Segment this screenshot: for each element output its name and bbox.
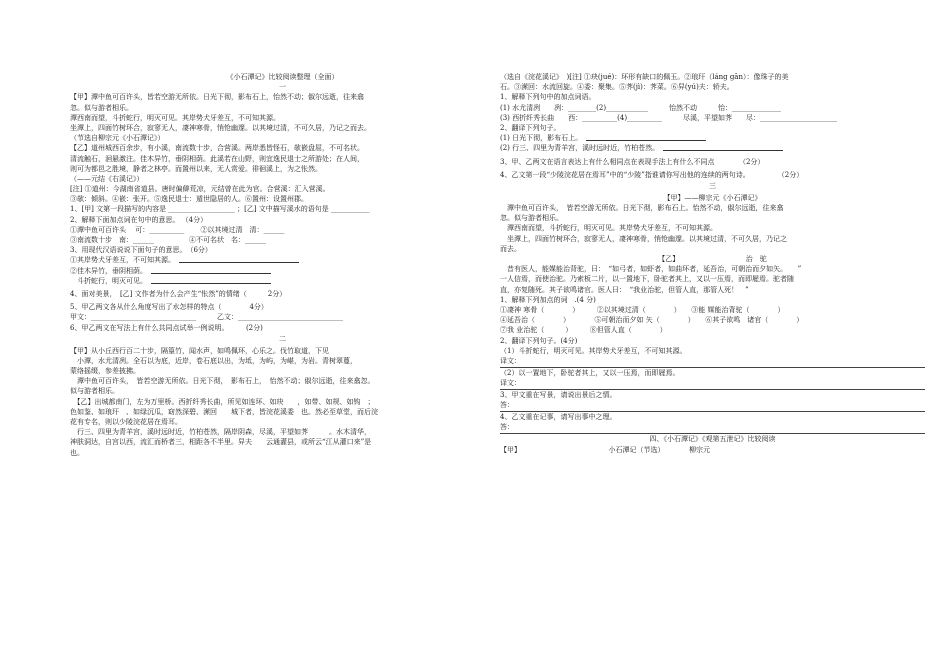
left-text-line: 忽。似与游者相乐。: [70, 103, 133, 112]
left-text-line: 蒙络摇缀，参差披拂。: [70, 367, 140, 376]
left-text-line: 4、面对美景， [乙] 文作者为什么会产生“怅然”的情绪（ 2分）: [70, 289, 287, 298]
left-text-line: 似与游者相乐。: [70, 387, 119, 396]
right-text-line: (2) 行三、四里为青羊宫，溪时远时近，竹柏苍然。: [500, 143, 925, 153]
left-text-line: 3、用现代汉语说说下面句子的意思。 （6分）: [70, 246, 212, 255]
left-text-line: 坐潭上，四面竹树环合，寂寥无人，凄神寒骨，悄怆幽邃。以其境过清，不可久居，乃记之而去。: [70, 123, 371, 132]
left-text-line: 色如鉴、如琅玕 、如绿沉瓜，窈然深碧、潆回 城下者，皆浣花溪委 也。然必至草堂，而后浣: [70, 407, 378, 416]
right-text-line: 【甲】 小石潭记（节选） 柳宗元: [500, 445, 710, 454]
left-text-line: （节选自柳宗元《小石潭记》）: [70, 134, 165, 143]
left-text-line: [注] ①道州：今湖南省道县。唐时偏僻荒凉，元结曾在此为官。合营溪：汇入营溪。: [70, 185, 330, 194]
right-text-line: 【乙】 治 驼: [658, 255, 767, 263]
right-text-line: 潭中鱼可百许头， 皆若空游无所依。日光下彻，影布石上。怡然不动，俶尔远逝，往来翕: [500, 204, 784, 213]
left-text-line: 【甲】潭中鱼可百许头，皆若空游无所依。日光下彻，影布石上，怡然不动；俶尔远逝，往来翕: [70, 93, 364, 102]
right-text-line: 4、乙文第一段“少陵浣花居在焉耳”中的“少陵”指谁请你写出他的连续的两句诗。 （2分）: [500, 170, 804, 179]
right-text-line: （2）以一置地下，卧驼者其上，又以一压焉，而即屣焉。: [500, 368, 680, 377]
right-text-line: 潭西南而望，斗折蛇行，明灭可见。其岸势犬牙差互，不可知其源。: [500, 224, 717, 233]
left-text-line: 【乙】出城都南门，左为万里桥。西折纤秀长曲，所见如连环、如玦 ，如带、如规、如钩 ；: [70, 397, 375, 406]
right-text-line: 三: [709, 181, 716, 190]
left-text-line: 潭西南而望，斗折蛇行，明灭可见。其岸势犬牙差互，不可知其源。: [70, 113, 280, 122]
left-text-line: 行三、四里为青羊宫，溪时远时近，竹柏苍然，隔岸阴森，尽溪，平望如荠 。水木清华，: [70, 428, 371, 437]
right-text-line: 3、甲文重在写景，请说出景后之情。: [500, 391, 617, 400]
left-text-line: 则可为都邑之胜境，静者之林亭。而置州以来，无人赏爱。徘徊溪上，为之怅然。: [70, 164, 322, 173]
right-text-line: ⑦我 业治驼（ ） ⑧但管人直（ ）: [500, 326, 667, 335]
left-text-line: 小潭，水尤清冽。全石以为底，近岸，卷石底以出，为坻，为屿，为嵁，为岩。青树翠蔓，: [70, 356, 357, 365]
left-text-line: 清流触石，洄悬激注。佳木异竹，垂阴相荫。此溪若在山野，则宜逸民退士之所游处；在人间，: [70, 154, 364, 163]
right-text-line: 昔有医人，能媒能治背驼，曰： “如弓者，如虾者，如曲环者，延吾治，可朝治而夕如矢。 ”: [500, 265, 802, 274]
right-text-line: 坐潭上，四面竹树环合，寂寥无人，凄神寒骨，悄怆幽邃。以其境过清，不可久居，乃记之: [500, 234, 787, 243]
right-text-line: 而去。: [500, 244, 521, 253]
left-text-line: 6、甲乙两文在写法上有什么共同点试举一例说明。 (2分): [70, 323, 263, 332]
left-text-line: 【甲】从小丘西行百二十步，隔篁竹，闻水声，如鸣佩环，心乐之。伐竹取道，下见: [70, 346, 329, 355]
left-column: [70, 72, 495, 458]
right-text-line: 1、解释下列句中的加点词语。: [500, 93, 596, 102]
right-text-line: ①凄神 寒骨（ ） ②以其境过清（ ） ③能 媒能治背驼（ ）: [500, 305, 785, 314]
right-text-line: 2、翻译下列句子。: [500, 123, 561, 132]
left-text-line: 【乙】道州城西百余步，有小溪，南流数十步，合营溪。两岸悉皆怪石，欹嵌盘屈，不可名状。: [70, 144, 364, 153]
right-text-line: 石。③潆回：水流回旋。④委：聚集。⑤荠(jì)：荠菜。⑥舁(yú)夫：轿夫。: [500, 83, 734, 92]
right-text-line: ④延吾治（ ） ⑤可朝治而夕如 矢（ ） ⑥其子欲鸣 诸官（ ）: [500, 316, 804, 325]
right-text-line: 4、乙文重在记事，请写出事中之理。: [500, 413, 617, 422]
right-text-line: 3、甲、乙两文在语言表达上有什么相同点在表现手法上有什么不同点 （2分）: [500, 157, 765, 166]
left-text-line: ①其岸势犬牙差互，不可知其源。: [70, 255, 495, 265]
right-text-line: 答：: [500, 400, 925, 412]
left-text-line: 甲文：______________________________ 乙文：______________________________: [70, 313, 343, 322]
left-text-line: 斗折蛇行，明灭可见。: [70, 276, 495, 286]
right-text-line: (1) 日光下彻，影布石上。: [500, 133, 925, 143]
right-text-line: （选自《浣花溪记》 )[注] ①玦(jué)：环形有缺口的佩玉。②琅玕（láng gān）：像珠子的美: [500, 73, 789, 81]
left-text-line: ③南流数十步 南：______ ④不可名状 名：______: [70, 236, 266, 244]
right-text-line: 2、翻译下列句子。(4分): [500, 336, 578, 345]
right-text-line: （1）斗折蛇行，明灭可见。其岸势犬牙差互，不可知其源。: [500, 346, 687, 355]
left-text-line: ①潭中鱼可百许头 可：__________ ②以其境过清 清：______: [70, 225, 285, 234]
left-text-line: 潭中鱼可百许头， 皆若空游无所依。日光下彻， 影布石上， 怡然不动；俶尔远逝，往来翕忽。: [70, 377, 375, 386]
left-text-line: ②佳木异竹，垂阴相荫。: [70, 266, 495, 276]
right-text-line: 译文：: [500, 378, 925, 390]
left-text-line: 1、[甲] 文第一段描写的内容是 ___________________ ；[乙] 文中描写溪水的语句是 ___________: [70, 205, 370, 214]
right-text-line: 忽。似与游者相乐。: [500, 214, 563, 223]
left-text-line: ③欹：倾斜。④嵌：张开。⑤逸民退士：遁世隐居的人。⑥置州：设置州郡。: [70, 195, 308, 204]
left-text-line: 神肤洞达，自宫以西，流汇而桥者三，相距各不半里。舁夫 云通灌县，或所云“江从灌口来”是: [70, 438, 372, 447]
right-text-line: 1、解释下列加点的词 .(4 分): [500, 295, 596, 304]
right-text-line: 译文：: [500, 356, 925, 368]
left-text-line: 《小石潭记》比较阅读整理（全面）: [226, 73, 339, 81]
right-text-line: 直，亦复随死。其子欲鸣诸官。医人曰： “我业治驼，但管人直，那管人死！ ”: [500, 285, 749, 294]
right-text-line: 四、《小石潭记》《观第五泄记》比较阅读: [649, 435, 776, 444]
right-text-line: (3) 西折纤秀长曲 西：__________(4)__________ 尽溪，平望如荠 尽：______________________: [500, 113, 838, 122]
left-text-line: 2、解释下面加点词在句中的意思。 （4分）: [70, 215, 208, 224]
left-text-line: 二: [279, 334, 286, 343]
right-column: [500, 72, 925, 455]
right-text-line: (1) 水尤清冽 冽：________(2)____________ 怡然不动 怡：______________: [500, 103, 782, 112]
left-text-line: 花有专名，则以少陵浣花居在焉耳。: [70, 418, 182, 426]
right-text-line: 一人信焉，而使治驼。乃索板二片，以一置地下，卧驼者其上，又以一压焉，而即屣焉。驼者随: [500, 275, 794, 284]
right-text-line: 【甲】——柳宗元《小石潭记》: [663, 193, 762, 202]
left-text-line: 也。: [70, 448, 84, 457]
left-text-line: 5、甲乙两文各从什么角度写出了水怎样的特点（ 4分）: [70, 303, 268, 312]
left-text-line: 一: [279, 83, 286, 92]
left-text-line: （——元结《右溪记》）: [70, 174, 144, 183]
right-text-line: 答：: [500, 422, 925, 434]
